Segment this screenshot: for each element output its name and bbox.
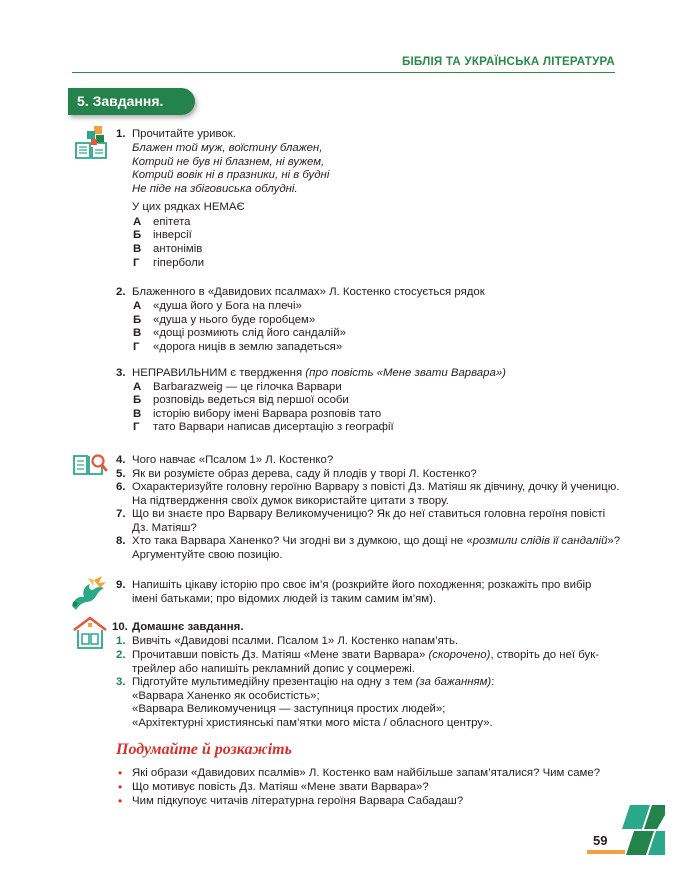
pegasus-icon (66, 576, 108, 612)
question-number: 10. (112, 621, 128, 633)
bullet-marker: • (118, 766, 123, 780)
think-bullet: Що мотивує повість Дз. Матіяш «Мене звати Варвара»? (132, 781, 429, 793)
book-magnifier-icon (72, 452, 108, 478)
running-header (72, 52, 615, 72)
question-number: 4. (116, 454, 126, 466)
header-rule (72, 72, 615, 73)
option-text: історію вибору імені Варвара розповів тато (153, 408, 382, 420)
question-number: 1. (116, 128, 126, 140)
homework-item-text: Підготуйте мультимедійну презентацію на одну з тем (за бажанням): (132, 676, 495, 688)
option-text: інверсії (153, 229, 192, 241)
corner-decoration (620, 805, 665, 855)
section-title: 5. Завдання. (77, 93, 164, 109)
option-letter: А (133, 381, 142, 393)
question-prompt: НЕПРАВИЛЬНИМ є твердження (про повість «Мене звати Варвара») (132, 367, 506, 379)
option-letter: А (133, 216, 142, 228)
page-number: 59 (593, 833, 608, 848)
question-text: Хто така Варвара Ханенко? Чи згодні ви з думкою, що дощі не «розмили слідів її сандалій»? (132, 535, 621, 547)
option-letter: В (133, 243, 142, 255)
think-heading: Подумайте й розкажіть (116, 741, 292, 758)
poem-line: Котрий вовік ні в празники, ні в будні (132, 169, 330, 181)
option-text: «душа його у Бога на плечі» (153, 300, 302, 312)
homework-item-number: 1. (116, 635, 126, 647)
option-letter: Г (133, 257, 140, 269)
option-text: розповідь ведеться від першої особи (153, 394, 349, 406)
option-text: епітета (153, 216, 191, 228)
poem-line: Блажен той муж, воїстину блажен, (132, 142, 323, 154)
option-letter: Г (133, 421, 140, 433)
question-text: На підтвердження своїх думок використайте цитати з твору. (132, 495, 449, 507)
question-number: 6. (116, 481, 126, 493)
section-title-banner (68, 88, 195, 115)
option-text: антонімів (153, 243, 203, 255)
question-number: 2. (116, 286, 126, 298)
option-text: тато Варвари написав дисертацію з географії (153, 421, 394, 433)
question-number: 3. (116, 367, 126, 379)
option-letter: Б (133, 314, 142, 326)
question-text: Напишіть цікаву історію про своє ім’я (розкрийте його походження; розкажіть про вибір (132, 579, 592, 591)
poem-line: Не піде на збіговиська облудні. (132, 183, 298, 195)
option-text: Barbarazweig — це гілочка Варвари (153, 381, 342, 393)
homework-topic: «Варвара Великомучениця — заступниця простих людей»; (132, 703, 446, 715)
option-letter: А (133, 300, 142, 312)
question-text: Охарактеризуйте головну героїню Варвару з повісті Дз. Матіяш як дівчину, дочку й ученицю. (132, 481, 620, 493)
question-number: 5. (116, 468, 126, 480)
option-letter: Г (133, 341, 140, 353)
option-text: гіперболи (153, 257, 205, 269)
option-text: «душа у нього буде горобцем» (153, 314, 316, 326)
question-text: імені батьками; про відомих людей із таким самим ім’ям). (132, 593, 437, 605)
question-number: 8. (116, 535, 126, 547)
question-number: 7. (116, 508, 126, 520)
question-text: Дз. Матіяш? (132, 522, 197, 534)
homework-title: Домашнє завдання. (132, 621, 244, 633)
question-number: 9. (116, 579, 126, 591)
bullet-marker: • (118, 794, 123, 808)
question-prompt: Прочитайте уривок. (132, 128, 236, 140)
book-cubes-icon (74, 125, 108, 161)
option-letter: Б (133, 394, 142, 406)
header-title: БІБЛІЯ ТА УКРАЇНСЬКА ЛІТЕРАТУРА (401, 55, 615, 68)
homework-item-text: Вивчіть «Давидові псалми. Псалом 1» Л. Костенко напам’ять. (132, 635, 459, 647)
question-text: Аргументуйте свою позицію. (132, 549, 283, 561)
question-prompt-note: (про повість «Мене звати Варвара») (305, 367, 506, 379)
option-text: «дорога ниців в землю западеться» (153, 341, 343, 353)
homework-topic: «Варвара Ханенко як особистість»; (132, 690, 320, 702)
question-text: Чого навчає «Псалом 1» Л. Костенко? (132, 454, 334, 466)
question-text: У цих рядках НЕМАЄ (132, 201, 245, 213)
question-text: Що ви знаєте про Варвару Великомученицю? Як до неї ставиться головна героїня повісті (132, 508, 606, 520)
option-letter: В (133, 327, 142, 339)
homework-item-number: 3. (116, 676, 126, 688)
poem-line: Котрий не був ні блазнем, ні вужем, (132, 156, 325, 168)
homework-topic: «Архітектурні християнські пам’ятки мого міста / обласного центру». (132, 717, 493, 729)
homework-item-number: 2. (116, 649, 126, 661)
homework-item-text: Прочитавши повість Дз. Матіяш «Мене звати Варвара» (скорочено), створіть до неї бук- (132, 649, 599, 661)
house-book-icon (72, 616, 108, 650)
option-letter: В (133, 408, 142, 420)
bullet-marker: • (118, 780, 123, 794)
think-bullet: Чим підкупоує читачів літературна героїня Варвара Сабадаш? (132, 795, 464, 807)
think-bullet: Які образи «Давидових псалмів» Л. Костенко вам найбільше запам’яталися? Чим саме? (132, 767, 601, 779)
question-prompt: Блаженного в «Давидових псалмах» Л. Костенко стосується рядок (132, 286, 485, 298)
option-text: «дощі розмиють слід його сандалій» (153, 327, 346, 339)
question-text: Як ви розумієте образ дерева, саду й плодів у творі Л. Костенко? (132, 468, 477, 480)
homework-item-text: трейлер або напишіть рекламний допис у соцмережі. (132, 663, 415, 675)
option-letter: Б (133, 229, 142, 241)
